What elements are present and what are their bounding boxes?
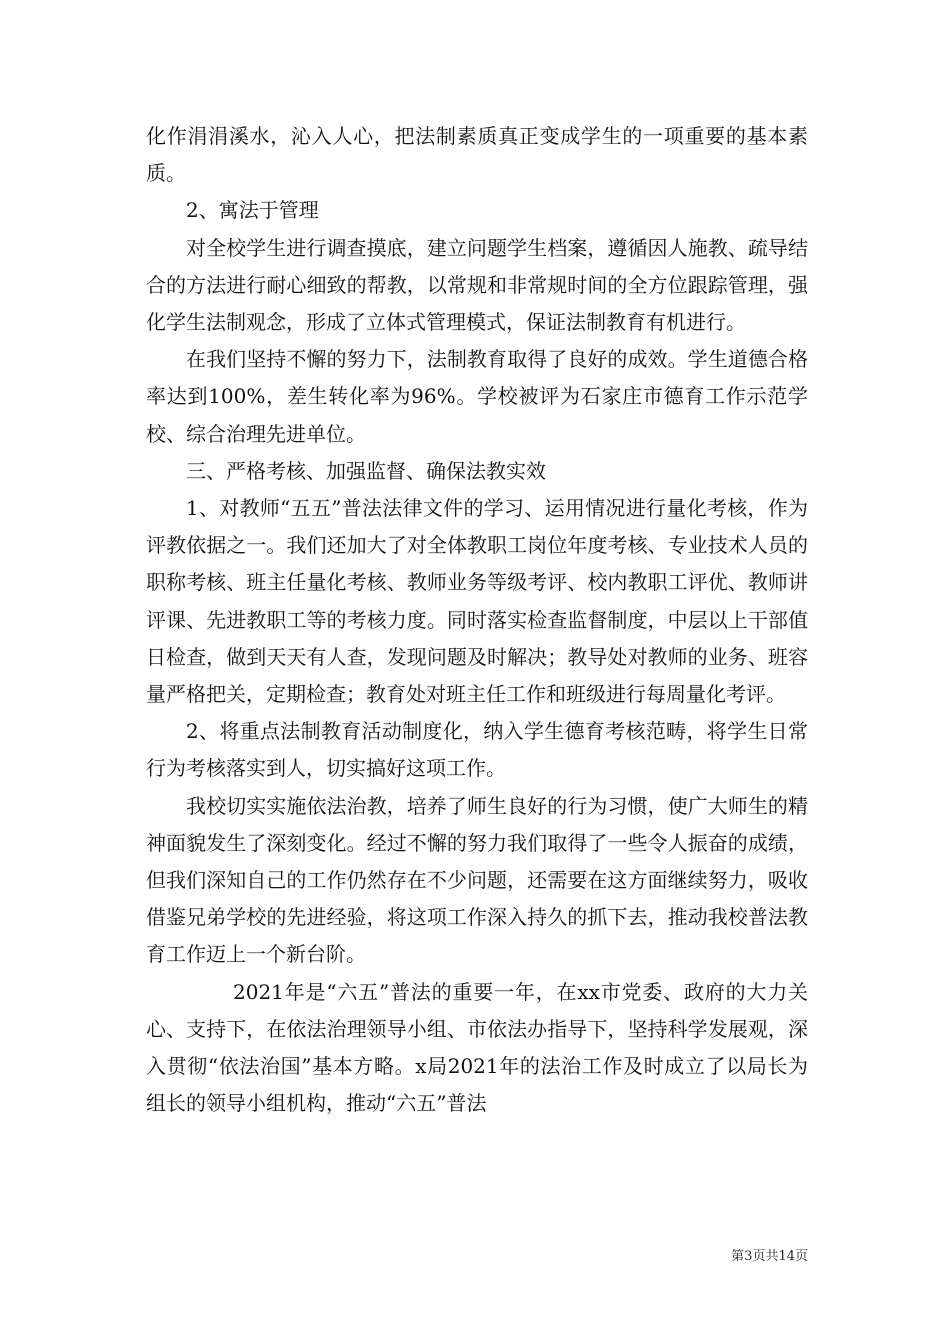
document-body <box>146 118 808 1122</box>
section-heading-assessment: 三、严格考核、加强监督、确保法教实效 <box>186 458 546 483</box>
paragraph-results: 在我们坚持不懈的努力下，法制教育取得了良好的成效。学生道德合格率达到100%，差生转化率为96%。学校被评为石家庄市德育工作示范学校、综合治理先进单位。 <box>146 347 808 446</box>
paragraph-continuation: 化作涓涓溪水，沁入人心，把法制素质真正变成学生的一项重要的基本素质。 <box>146 124 808 186</box>
page-number: 第3页共14页 <box>731 1249 808 1264</box>
paragraph-summary: 我校切实实施依法治教，培养了师生良好的行为习惯，使广大师生的精神面貌发生了深刻变化。经过不懈的努力我们取得了一些令人振奋的成绩，但我们深知自己的工作仍然存在不少问题，还需要在这方面继续努力，吸收借鉴兄弟学校的先进经验，将这项工作深入持久的抓下去，推动我校普法教育工作迈上一个新台阶。 <box>146 793 808 967</box>
subheading-management: 2、寓法于管理 <box>186 198 319 223</box>
paragraph-2021-work: 2021年是“六五”普法的重要一年，在xx市党委、政府的大力关心、支持下，在依法治理领导小组、市依法办指导下，坚持科学发展观，深入贯彻“依法治国”基本方略。x局2021年的法治工作及时成立了以局长为组长的领导小组机构，推动“六五”普法 <box>146 979 808 1116</box>
paragraph-teacher-assessment: 1、对教师“五五”普法法律文件的学习、运用情况进行量化考核，作为评教依据之一。我们还加大了对全体教职工岗位年度考核、专业技术人员的职称考核、班主任量化考核、教师业务等级考评、校内教职工评优、教师讲评课、先进教职工等的考核力度。同时落实检查监督制度，中层以上干部值日检查，做到天天有人查，发现问题及时解决；教导处对教师的业务、班容量严格把关，定期检查；教育处对班主任工作和班级进行每周量化考评。 <box>146 496 808 707</box>
paragraph-activity-system: 2、将重点法制教育活动制度化，纳入学生德育考核范畴，将学生日常行为考核落实到人，切实搞好这项工作。 <box>146 719 808 781</box>
paragraph-student-survey: 对全校学生进行调查摸底，建立问题学生档案，遵循因人施教、疏导结合的方法进行耐心细致的帮教，以常规和非常规时间的全方位跟踪管理，强化学生法制观念，形成了立体式管理模式，保证法制教育有机进行。 <box>146 235 808 335</box>
